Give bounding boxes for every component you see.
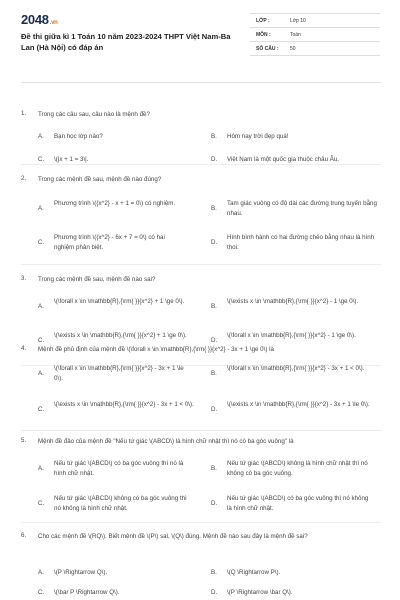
info-row-subject	[250, 28, 380, 42]
header-divider	[21, 82, 381, 83]
option-text: Nếu tứ giác \(ABCD\) có ba góc vuông thì nó không là hình chữ nhật.	[227, 495, 369, 512]
question-number: 5.	[21, 437, 27, 444]
option-text: Phương trình \({x^2} - 6x + 7 = 0\) có hai nghiệm phân biệt.	[54, 234, 165, 251]
option-letter: C.	[38, 337, 45, 344]
option-letter: C.	[38, 500, 45, 507]
question-number: 6.	[21, 532, 27, 539]
option-letter: D.	[211, 239, 218, 246]
option-letter: D.	[211, 589, 218, 596]
option-letter: C.	[38, 239, 45, 246]
option-letter: A.	[38, 205, 44, 212]
question-separator	[21, 522, 381, 523]
question-number: 4.	[21, 345, 27, 352]
info-label: SỐ CÂU :	[256, 45, 279, 52]
question-separator	[21, 430, 381, 431]
option-letter: C.	[38, 406, 45, 413]
option-letter: B.	[211, 569, 217, 576]
exam-info-box	[250, 13, 380, 56]
question-text: Mệnh đề đảo của mệnh đề "Nếu tứ giác \(ABCD\) là hình chữ nhật thì nó có ba góc vuông" là	[38, 438, 294, 445]
option-letter: B.	[211, 205, 217, 212]
question-separator	[21, 264, 381, 265]
option-letter: B.	[211, 303, 217, 310]
site-logo[interactable]	[21, 12, 58, 27]
option-text: Hôm nay trời đẹp quá!	[227, 133, 289, 140]
option-letter: B.	[211, 133, 217, 140]
option-text: Nếu tứ giác \(ABCD\) không là hình chữ nhật thì nó không có ba góc vuông.	[227, 460, 368, 477]
option-text: Phương trình \({x^2} - x + 1 = 0\) có nghiệm.	[54, 200, 176, 207]
option-letter: D.	[211, 500, 218, 507]
option-text: \(\bar P \Rightarrow Q\).	[54, 589, 120, 596]
option-letter: A.	[38, 465, 44, 472]
logo-suffix: .vn	[49, 20, 58, 26]
page-header	[0, 0, 400, 80]
info-value: 50	[290, 45, 296, 52]
question-text: Cho các mệnh đề \(RQ\). Biết mệnh đề \(P\) sai, \(Q\) đúng. Mệnh đề nào sau đây là mệnh đề sai?	[38, 533, 308, 540]
option-text: Hình bình hành có hai đường chéo bằng nhau là hình thoi.	[227, 234, 375, 251]
option-text: \(P \Rightarrow \bar Q\).	[227, 589, 293, 596]
option-text: Việt Nam là một quốc gia thuộc châu Âu.	[227, 156, 340, 163]
option-letter: A.	[38, 569, 44, 576]
option-text: \(\exists x \in \mathbb{R},{\rm{ }}{x^2} - 1 \ge 0\).	[227, 298, 359, 305]
question-text: Trong các mệnh đề sau, mệnh đề nào sai?	[38, 276, 156, 283]
option-text: \(Q \Rightarrow P\).	[227, 569, 281, 576]
option-text: \(|x + 1 = 3\|.	[54, 156, 89, 163]
option-text: \(\forall x \in \mathbb{R},{\rm{ }}{x^2} - 3x + 1 \le 0\).	[54, 365, 184, 382]
question-number: 3.	[21, 275, 27, 282]
option-letter: D.	[211, 156, 218, 163]
info-value: Lớp 10	[290, 17, 306, 24]
info-label: LỚP :	[256, 17, 270, 24]
option-letter: C.	[38, 589, 45, 596]
option-letter: B.	[211, 465, 217, 472]
question-text: Trong các câu sau, câu nào là mệnh đề?	[38, 111, 150, 118]
option-text: \(\forall x \in \mathbb{R},{\rm{ }}{x^2} - 1 \ge 0\).	[227, 332, 356, 339]
question-separator	[21, 164, 381, 165]
question-number: 2.	[21, 175, 27, 182]
logo-main: 2048	[21, 12, 49, 27]
option-text: \(P \Rightarrow Q\).	[54, 569, 108, 576]
option-letter: C.	[38, 156, 45, 163]
option-letter: D.	[211, 406, 218, 413]
option-text: \(\exists x \in \mathbb{R},{\rm{ }}{x^2} + 1 \ge 0\).	[54, 332, 187, 339]
document-title: Đề thi giữa kì 1 Toán 10 năm 2023-2024 THPT Việt Nam-Ba Lan (Hà Nội) có đáp án	[21, 32, 231, 52]
option-text: Nếu tứ giác \(ABCD\) có ba góc vuông thì nó là hình chữ nhật.	[54, 460, 184, 477]
question-text: Trong các mệnh đề sau, mệnh đề nào đúng?	[38, 176, 162, 183]
info-value: Toán	[290, 31, 301, 38]
option-letter: B.	[211, 370, 217, 377]
option-letter: D.	[211, 337, 218, 344]
info-row-class	[250, 14, 380, 28]
option-text: Bạn học lớp nào?	[54, 133, 103, 140]
option-text: Tam giác vuông có độ dài các đường trung tuyến bằng nhau.	[227, 200, 377, 217]
option-letter: A.	[38, 370, 44, 377]
option-text: \(\exists x \in \mathbb{R},{\rm{ }}{x^2} - 3x + 1 \le 0\).	[227, 401, 370, 408]
question-text: Mệnh đề phủ định của mệnh đề \(\forall x \in \mathbb{R},{\rm{ }}{x^2} - 3x + 1 \ge 0\) là	[38, 346, 274, 353]
option-text: Nếu tứ giác \(ABCD\) không có ba góc vuông thì nó không là hình chữ nhật.	[54, 495, 187, 512]
info-row-question-count	[250, 42, 380, 56]
option-text: \(\forall x \in \mathbb{R},{\rm{ }}{x^2} - 3x + 1 < 0\).	[227, 365, 365, 372]
info-label: MÔN :	[256, 31, 271, 38]
option-letter: A.	[38, 133, 44, 140]
option-letter: A.	[38, 303, 44, 310]
question-number: 1.	[21, 110, 27, 117]
option-text: \(\forall x \in \mathbb{R},{\rm{ }}{x^2} + 1 \ge 0\).	[54, 298, 185, 305]
option-text: \(\exists x \in \mathbb{R},{\rm{ }}{x^2} - 3x + 1 < 0\).	[54, 401, 194, 408]
